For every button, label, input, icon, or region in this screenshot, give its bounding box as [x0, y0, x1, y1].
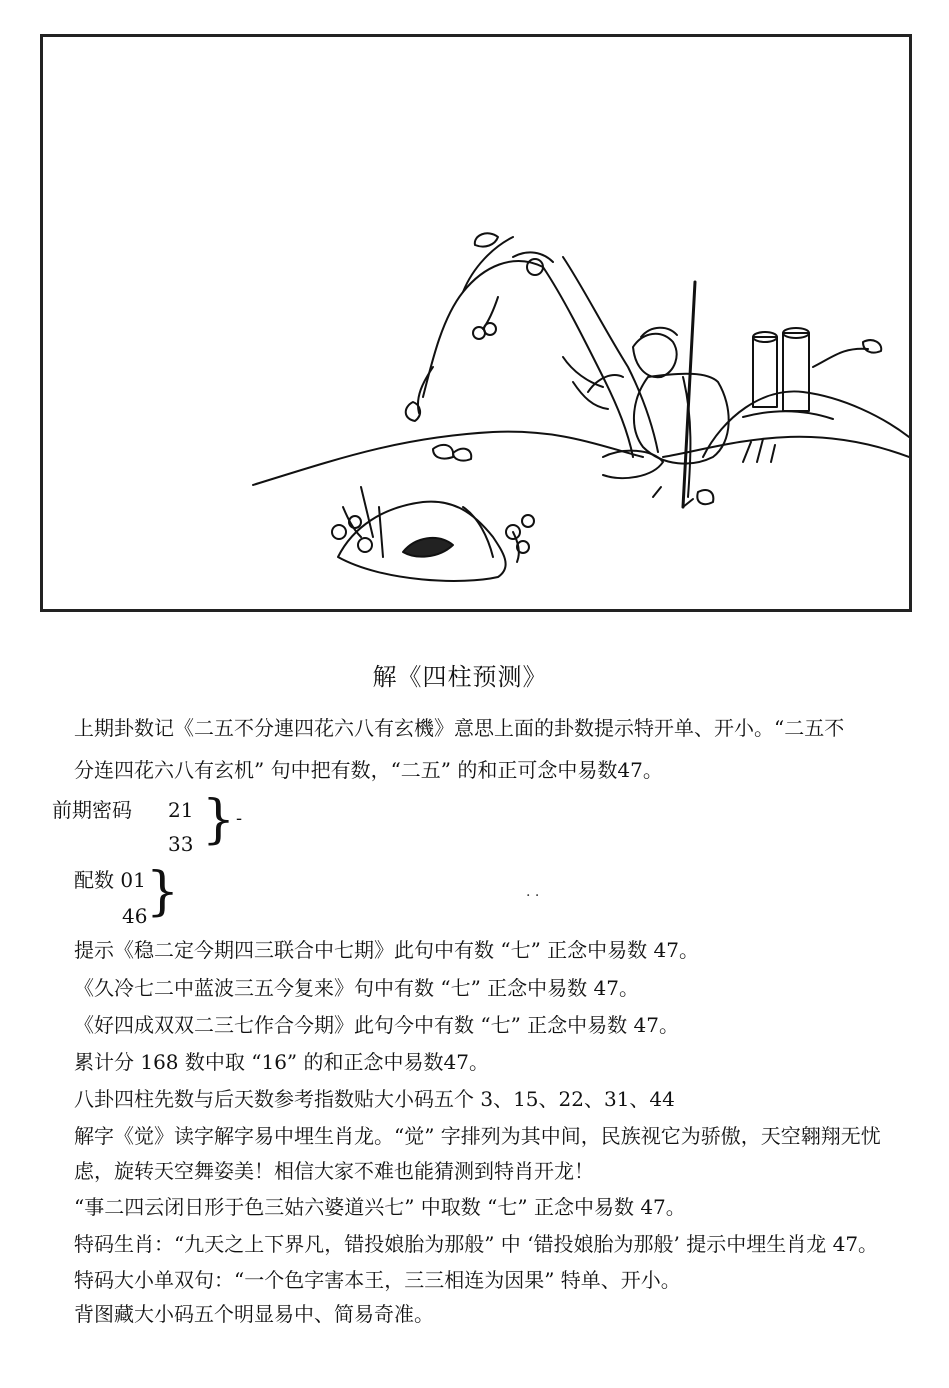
prev-code-label: 前期密码: [52, 798, 132, 822]
pair-label: 配数 01: [74, 868, 146, 892]
pair-mark: . .: [526, 884, 540, 900]
text-line: 提示《稳二定今期四三联合中七期》此句中有数 “七” 正念中易数 47。: [74, 938, 699, 962]
text-line: 《久冷七二中蓝波三五今复来》句中有数 “七” 正念中易数 47。: [74, 976, 639, 1000]
text-line: 解字《觉》读字解字易中埋生肖龙。“觉” 字排列为其中间，民族视它为骄傲，天空翱翔无忧: [74, 1124, 881, 1148]
brace-prev: }: [202, 790, 236, 850]
prev-code-n2: 33: [168, 832, 194, 856]
text-line: 《好四成双双二三七作合今期》此句今中有数 “七” 正念中易数 47。: [74, 1013, 679, 1037]
ink-illustration: [43, 37, 909, 609]
para1-line2: 分连四花六八有玄机” 句中把有数，“二五” 的和正可念中易数47。: [74, 758, 663, 782]
text-line: 特码生肖：“九天之上下界凡，错投娘胎为那般” 中 ‘错投娘胎为那般’ 提示中埋生肖龙 47。: [74, 1232, 879, 1256]
page-title: 解《四柱预测》: [372, 663, 548, 691]
text-line: 累计分 168 数中取 “16” 的和正念中易数47。: [74, 1050, 489, 1074]
para1-line1: 上期卦数记《二五不分連四花六八有玄機》意思上面的卦数提示特开单、开小。“二五不: [74, 716, 845, 740]
prev-code-n1: 21: [168, 798, 194, 822]
text-line: 八卦四柱先数与后天数参考指数贴大小码五个 3、15、22、31、44: [74, 1087, 675, 1111]
pair-n2: 46: [122, 904, 148, 928]
text-line: 特码大小单双句：“一个色字害本王，三三相连为因果” 特单、开小。: [74, 1268, 681, 1292]
text-line: 背图藏大小码五个明显易中、简易奇准。: [74, 1302, 434, 1326]
prev-code-mark: -: [236, 808, 243, 829]
text-line: “事二四云闭日形于色三姑六婆道兴七” 中取数 “七” 正念中易数 47。: [74, 1195, 686, 1219]
brace-pair: }: [146, 862, 180, 922]
text-line: 虑，旋转天空舞姿美！相信大家不难也能猜测到特肖开龙！: [74, 1159, 594, 1183]
illustration-frame: [40, 34, 912, 612]
